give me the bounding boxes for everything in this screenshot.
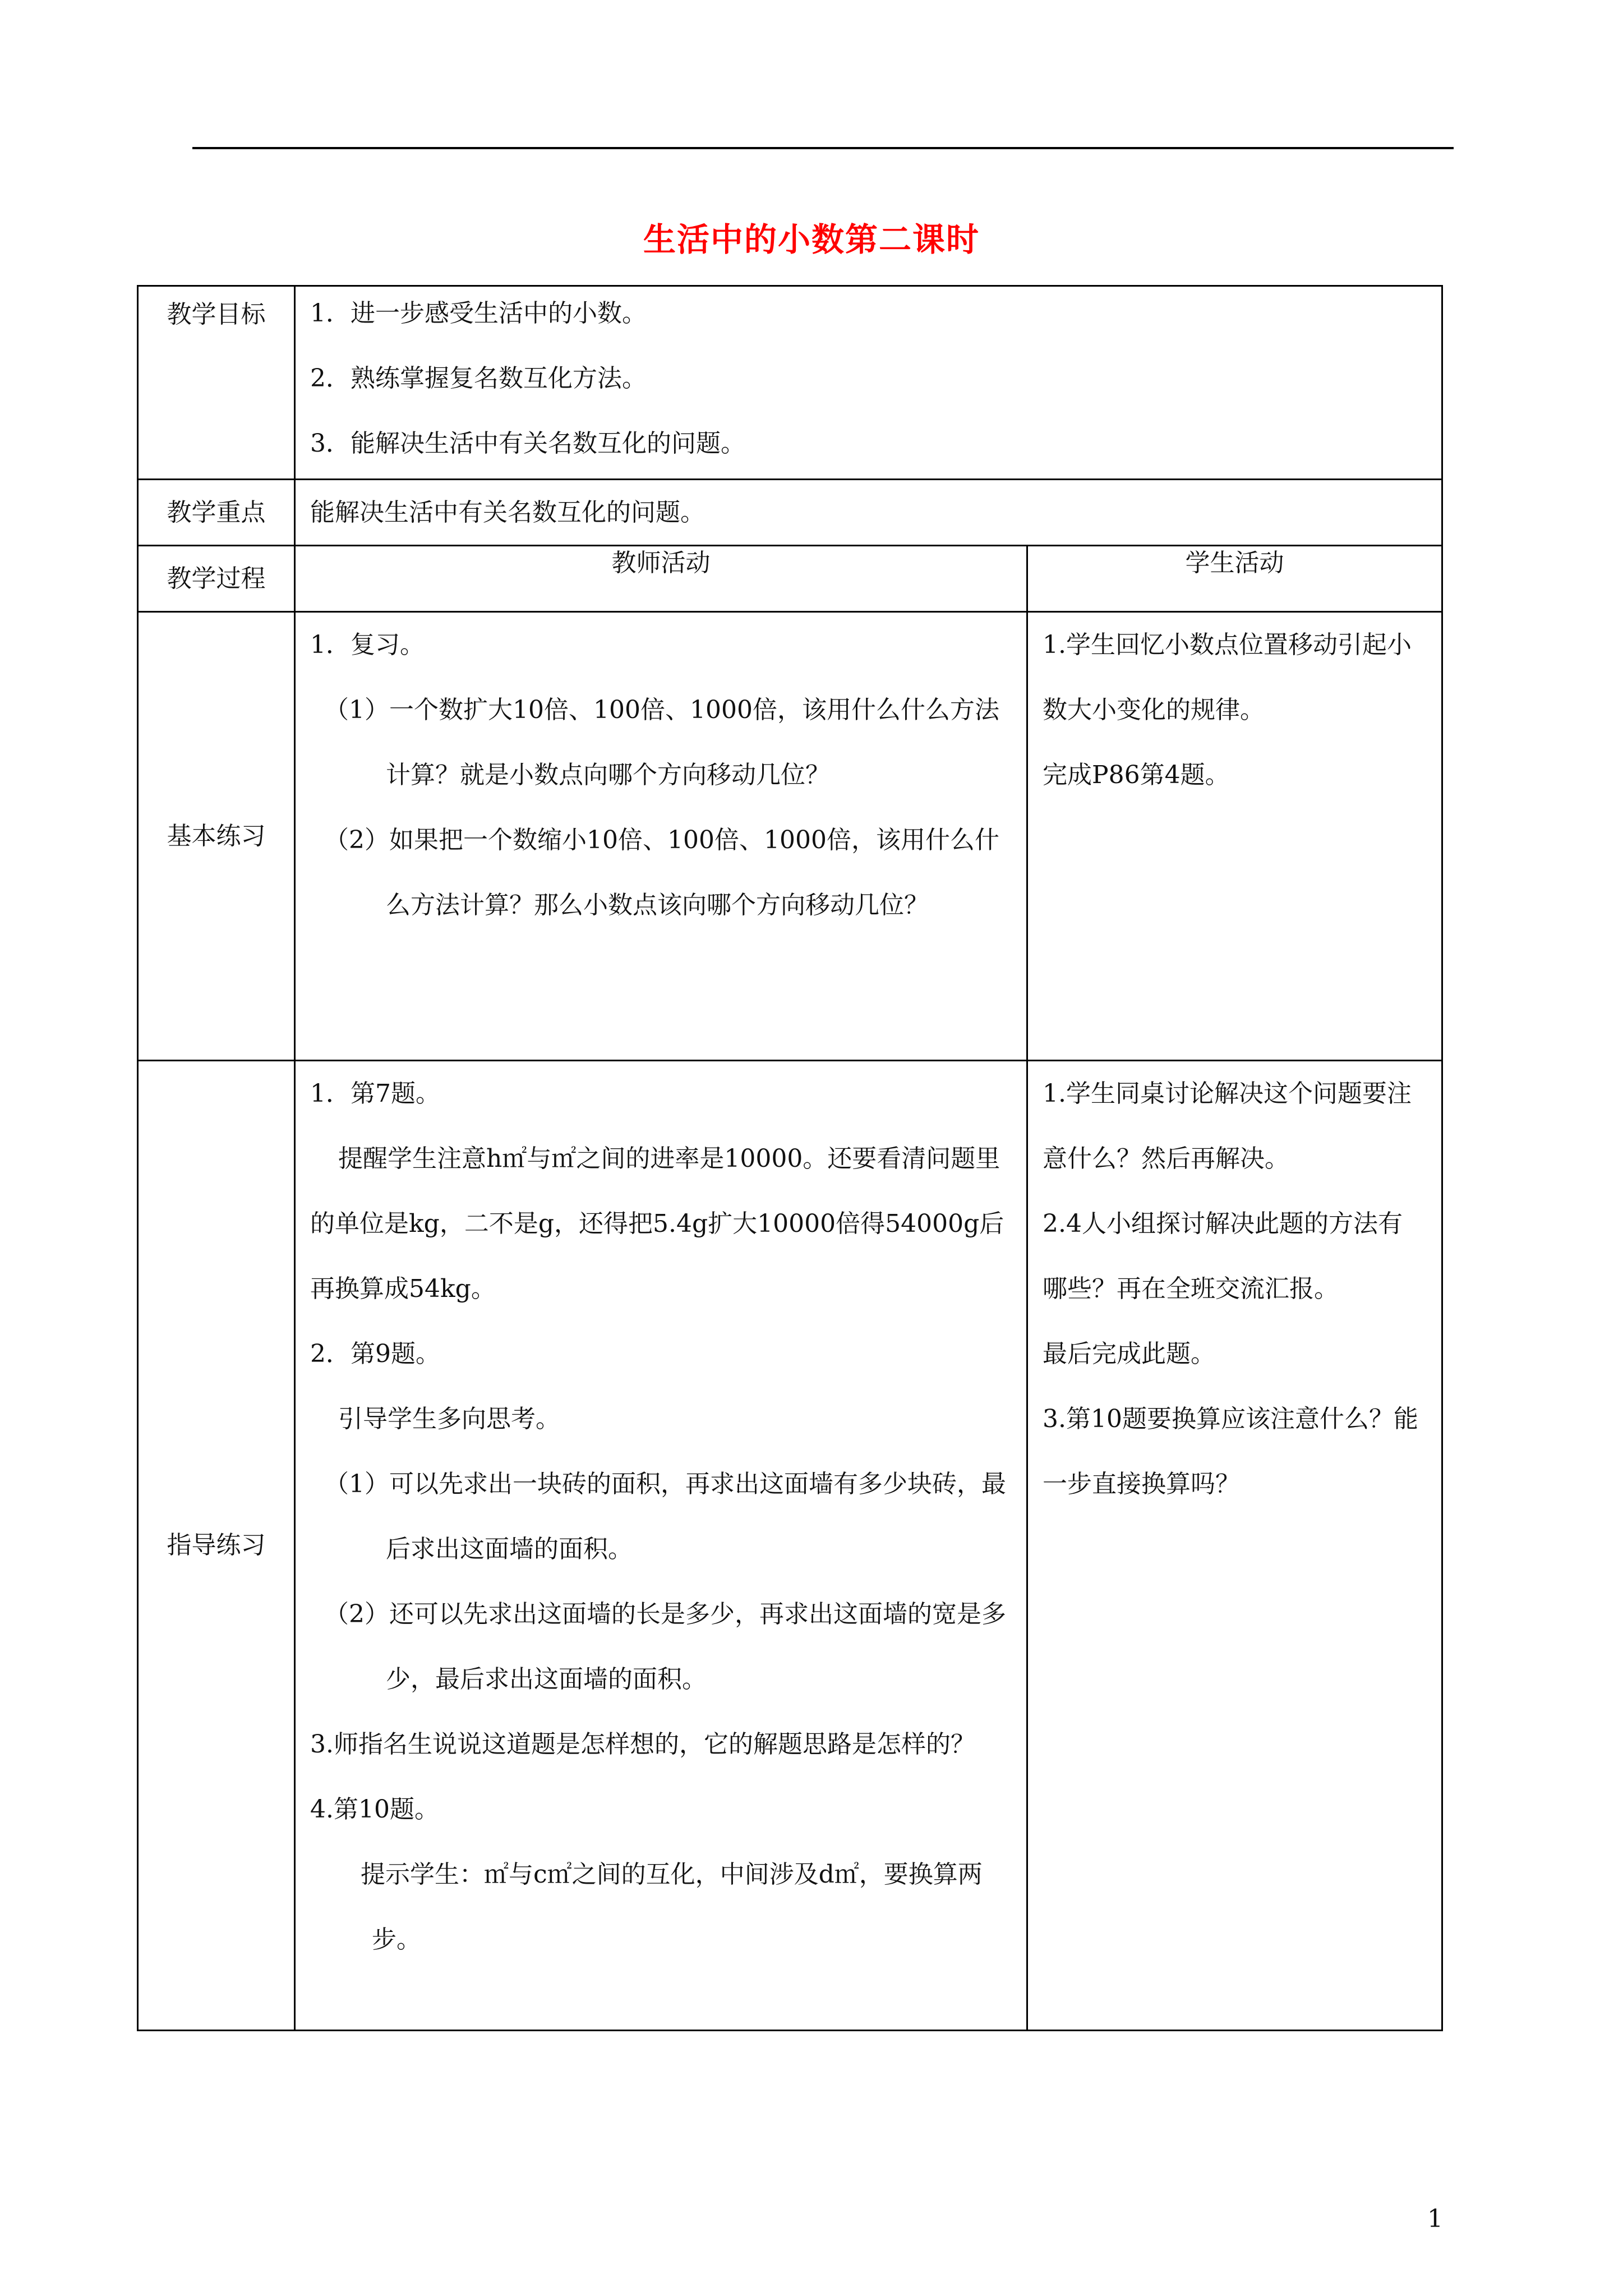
teacher-step: 1．复习。 [310, 631, 425, 659]
teacher-step: 1．第7题。 [310, 1079, 440, 1108]
page-number: 1 [1427, 2205, 1443, 2233]
guided-student-content [1027, 1061, 1442, 2031]
focus-label: 教学重点 [138, 480, 295, 546]
basic-student-content [1027, 612, 1442, 1061]
lesson-plan-table [137, 285, 1443, 2031]
process-label: 教学过程 [138, 546, 295, 612]
teacher-step: 2．第9题。 [310, 1340, 440, 1368]
student-step: 最后完成此题。 [1043, 1340, 1215, 1368]
teacher-step: （2）如果把一个数缩小10倍、100倍、1000倍，该用什么什么方法计算？那么小数点该向哪个方向移动几位？ [324, 826, 999, 919]
guided-practice-label: 指导练习 [138, 1061, 295, 2031]
teacher-step: 3.师指名生说说这道题是怎样想的，它的解题思路是怎样的？ [310, 1730, 975, 1759]
goal-item: 3．能解决生活中有关名数互化的问题。 [310, 429, 745, 458]
basic-practice-label: 基本练习 [138, 612, 295, 1061]
teacher-step: 4.第10题。 [310, 1795, 439, 1824]
teacher-step: （1）可以先求出一块砖的面积，再求出这面墙有多少块砖，最后求出这面墙的面积。 [324, 1470, 1006, 1563]
teacher-step: （2）还可以先求出这面墙的长是多少，再求出这面墙的宽是多少，最后求出这面墙的面积。 [324, 1600, 1006, 1694]
guided-practice-row [138, 1061, 1442, 2031]
student-step: 2.4人小组探讨解决此题的方法有哪些？再在全班交流汇报。 [1043, 1209, 1403, 1303]
student-step: 完成P86第4题。 [1043, 761, 1230, 789]
basic-practice-row [138, 612, 1442, 1061]
teacher-step: （1）一个数扩大10倍、100倍、1000倍，该用什么什么方法计算？就是小数点向哪个方向移动几位？ [324, 696, 999, 789]
process-header-row [138, 546, 1442, 612]
teacher-step: 提醒学生注意h㎡与㎡之间的进率是10000。还要看清问题里的单位是kg，二不是g，还得把5.4g扩大10000倍得54000g后再换算成54kg。 [310, 1144, 1004, 1303]
goal-item: 2．熟练掌握复名数互化方法。 [310, 364, 647, 393]
teacher-activity-header: 教师活动 [295, 546, 1027, 612]
teacher-step: 提示学生：㎡与c㎡之间的互化，中间涉及d㎡，要换算两步。 [361, 1860, 983, 1954]
document-title: 生活中的小数第二课时 [643, 220, 980, 259]
teacher-step: 引导学生多向思考。 [338, 1405, 560, 1433]
focus-row [138, 480, 1442, 546]
focus-content: 能解决生活中有关名数互化的问题。 [295, 480, 1442, 546]
student-step: 1.学生同桌讨论解决这个问题要注意什么？然后再解决。 [1043, 1079, 1412, 1173]
student-step: 1.学生回忆小数点位置移动引起小数大小变化的规律。 [1043, 631, 1412, 724]
guided-teacher-content [295, 1061, 1027, 2031]
goals-label: 教学目标 [138, 286, 295, 480]
student-activity-header: 学生活动 [1027, 546, 1442, 612]
goals-row [138, 286, 1442, 480]
goals-content [295, 286, 1442, 480]
basic-teacher-content [295, 612, 1027, 1061]
student-step: 3.第10题要换算应该注意什么？能一步直接换算吗？ [1043, 1405, 1418, 1498]
goal-item: 1．进一步感受生活中的小数。 [310, 299, 647, 328]
header-rule [192, 147, 1454, 149]
